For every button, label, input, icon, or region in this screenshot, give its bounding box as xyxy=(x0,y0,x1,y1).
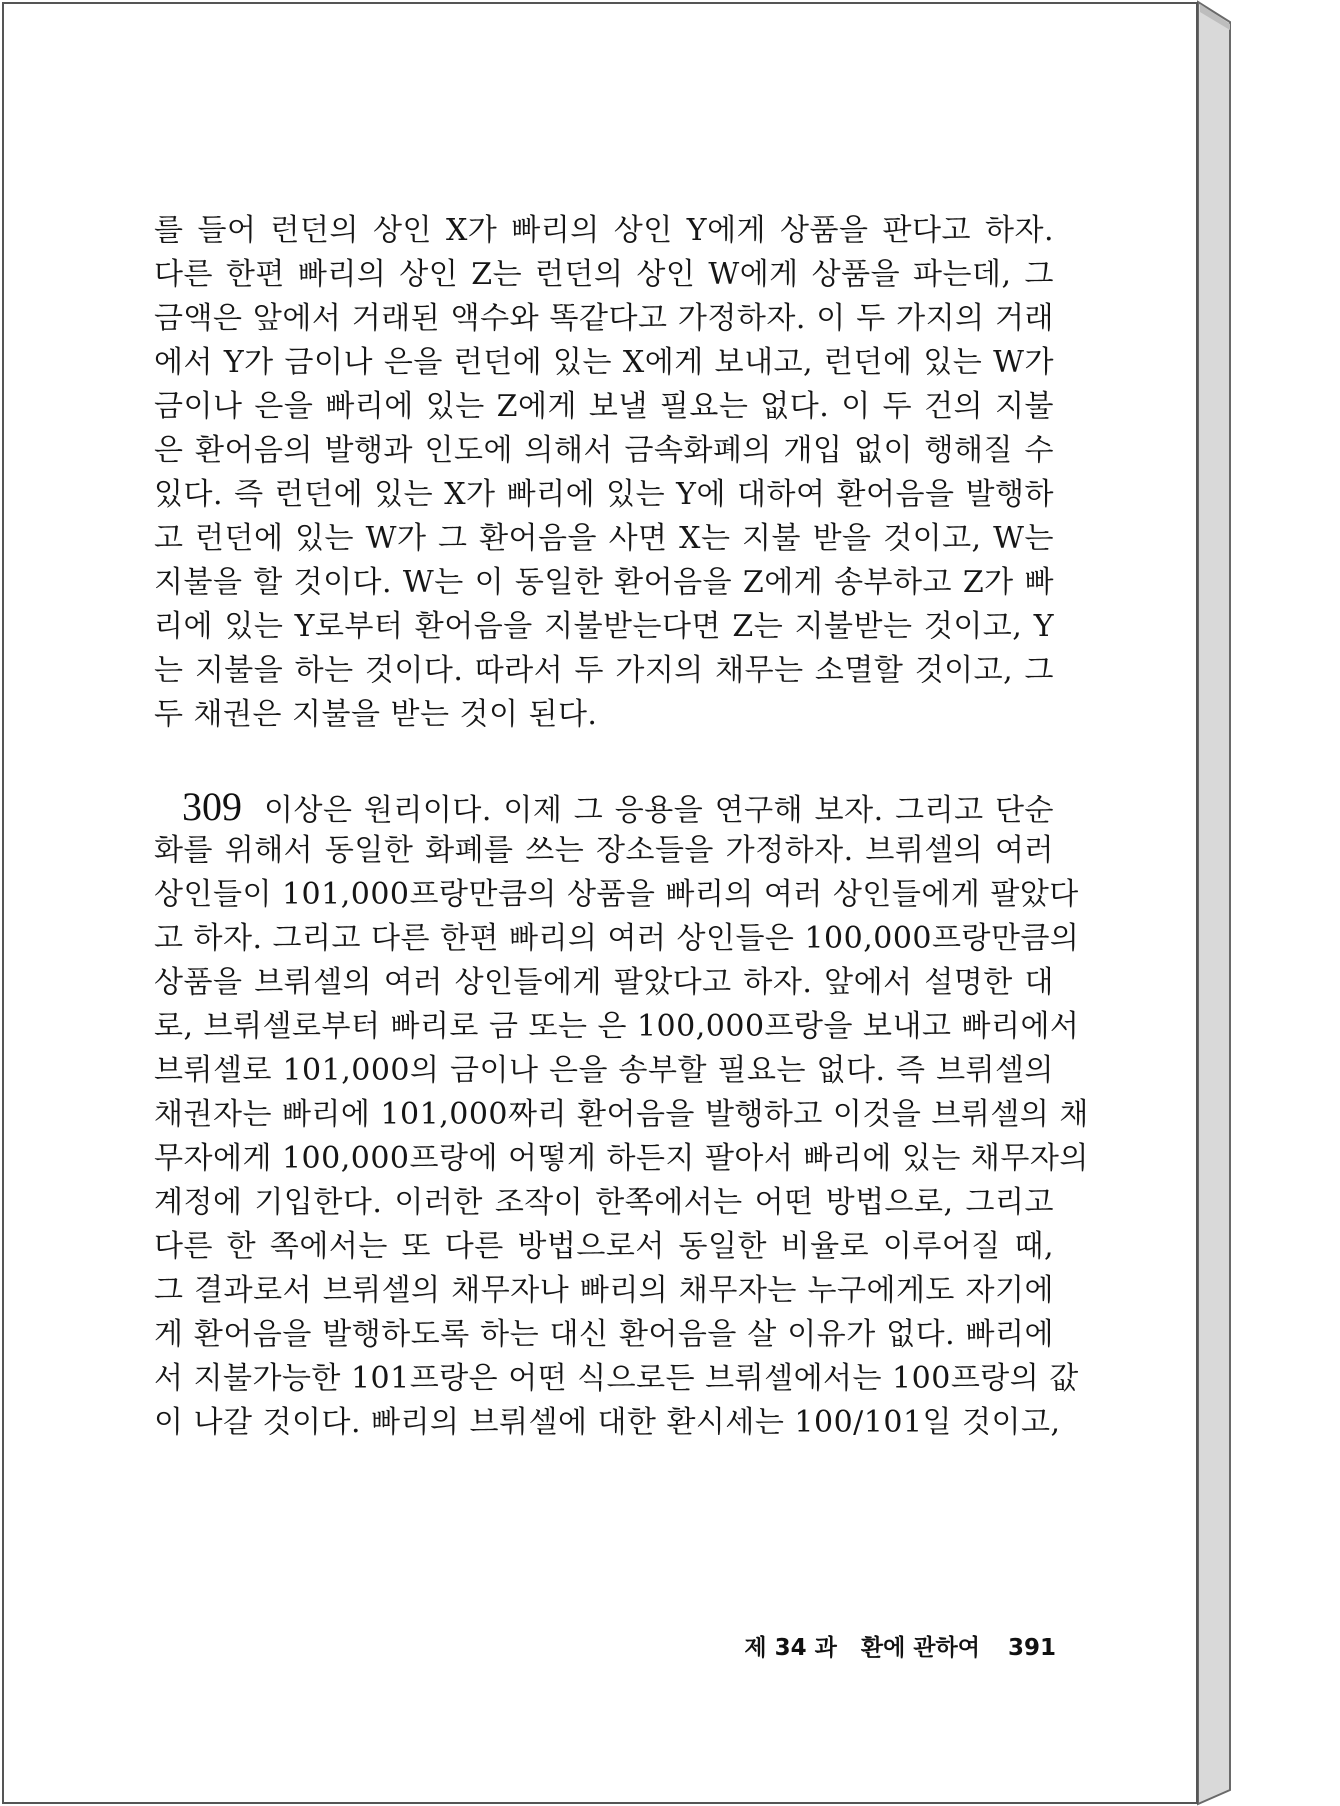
text-line: 금이나 은을 빠리에 있는 Z에게 보낼 필요는 없다. 이 두 건의 지불 xyxy=(154,389,1054,424)
text-line: 를 들어 런던의 상인 X가 빠리의 상인 Y에게 상품을 판다고 하자. xyxy=(154,213,1054,248)
footer-title: 환에 관하여 xyxy=(860,1635,980,1661)
text-line: 서 지불가능한 101프랑은 어떤 식으로든 브뤼셀에서는 100프랑의 값 xyxy=(154,1361,1079,1396)
text-line: 두 채권은 지불을 받는 것이 된다. xyxy=(154,697,598,732)
paragraph-309-first-line xyxy=(154,785,1054,829)
text-line: 그 결과로서 브뤼셀의 채무자나 빠리의 채무자는 누구에게도 자기에 xyxy=(154,1273,1054,1308)
text-line: 이상은 원리이다. 이제 그 응용을 연구해 보자. 그리고 단순 xyxy=(264,793,1054,828)
paragraph-number: 309 xyxy=(182,784,242,829)
text-line: 상인들이 101,000프랑만큼의 상품을 빠리의 여러 상인들에게 팔았다 xyxy=(154,877,1079,912)
page-number: 391 xyxy=(1007,1635,1056,1661)
text-line: 화를 위해서 동일한 화폐를 쓰는 장소들을 가정하자. 브뤼셀의 여러 xyxy=(154,833,1054,868)
running-footer xyxy=(704,1629,1056,1662)
text-line: 채권자는 빠리에 101,000짜리 환어음을 발행하고 이것을 브뤼셀의 채 xyxy=(154,1097,1089,1132)
text-line: 브뤼셀로 101,000의 금이나 은을 송부할 필요는 없다. 즉 브뤼셀의 xyxy=(154,1053,1054,1088)
text-line: 다른 한 쪽에서는 또 다른 방법으로서 동일한 비율로 이루어질 때, xyxy=(154,1229,1054,1264)
text-line: 무자에게 100,000프랑에 어떻게 하든지 팔아서 빠리에 있는 채무자의 xyxy=(154,1141,1089,1176)
text-line: 로, 브뤼셀로부터 빠리로 금 또는 은 100,000프랑을 보내고 빠리에서 xyxy=(154,1009,1080,1044)
text-line: 지불을 할 것이다. W는 이 동일한 환어음을 Z에게 송부하고 Z가 빠 xyxy=(154,565,1054,600)
text-line: 고 런던에 있는 W가 그 환어음을 사면 X는 지불 받을 것이고, W는 xyxy=(154,521,1054,556)
text-line: 는 지불을 하는 것이다. 따라서 두 가지의 채무는 소멸할 것이고, 그 xyxy=(154,653,1054,688)
body-text xyxy=(154,209,1089,1445)
text-line: 다른 한편 빠리의 상인 Z는 런던의 상인 W에게 상품을 파는데, 그 xyxy=(154,257,1054,292)
text-line: 은 환어음의 발행과 인도에 의해서 금속화폐의 개입 없이 행해질 수 xyxy=(154,433,1054,468)
text-line: 계정에 기입한다. 이러한 조작이 한쪽에서는 어떤 방법으로, 그리고 xyxy=(154,1185,1054,1220)
paragraph-gap xyxy=(154,737,1054,785)
text-line: 있다. 즉 런던에 있는 X가 빠리에 있는 Y에 대하여 환어음을 발행하 xyxy=(154,477,1054,512)
text-line: 상품을 브뤼셀의 여러 상인들에게 팔았다고 하자. 앞에서 설명한 대 xyxy=(154,965,1054,1000)
text-line: 금액은 앞에서 거래된 액수와 똑같다고 가정하자. 이 두 가지의 거래 xyxy=(154,301,1054,336)
text-line: 리에 있는 Y로부터 환어음을 지불받는다면 Z는 지불받는 것이고, Y xyxy=(154,609,1054,644)
text-line: 게 환어음을 발행하도록 하는 대신 환어음을 살 이유가 없다. 빠리에 xyxy=(154,1317,1054,1352)
book-page xyxy=(2,2,1198,1804)
text-line: 에서 Y가 금이나 은을 런던에 있는 X에게 보내고, 런던에 있는 W가 xyxy=(154,345,1054,380)
text-line: 이 나갈 것이다. 빠리의 브뤼셀에 대한 환시세는 100/101일 것이고, xyxy=(154,1405,1061,1440)
footer-chapter: 제 34 과 xyxy=(744,1635,837,1661)
text-line: 고 하자. 그리고 다른 한편 빠리의 여러 상인들은 100,000프랑만큼의 xyxy=(154,921,1080,956)
